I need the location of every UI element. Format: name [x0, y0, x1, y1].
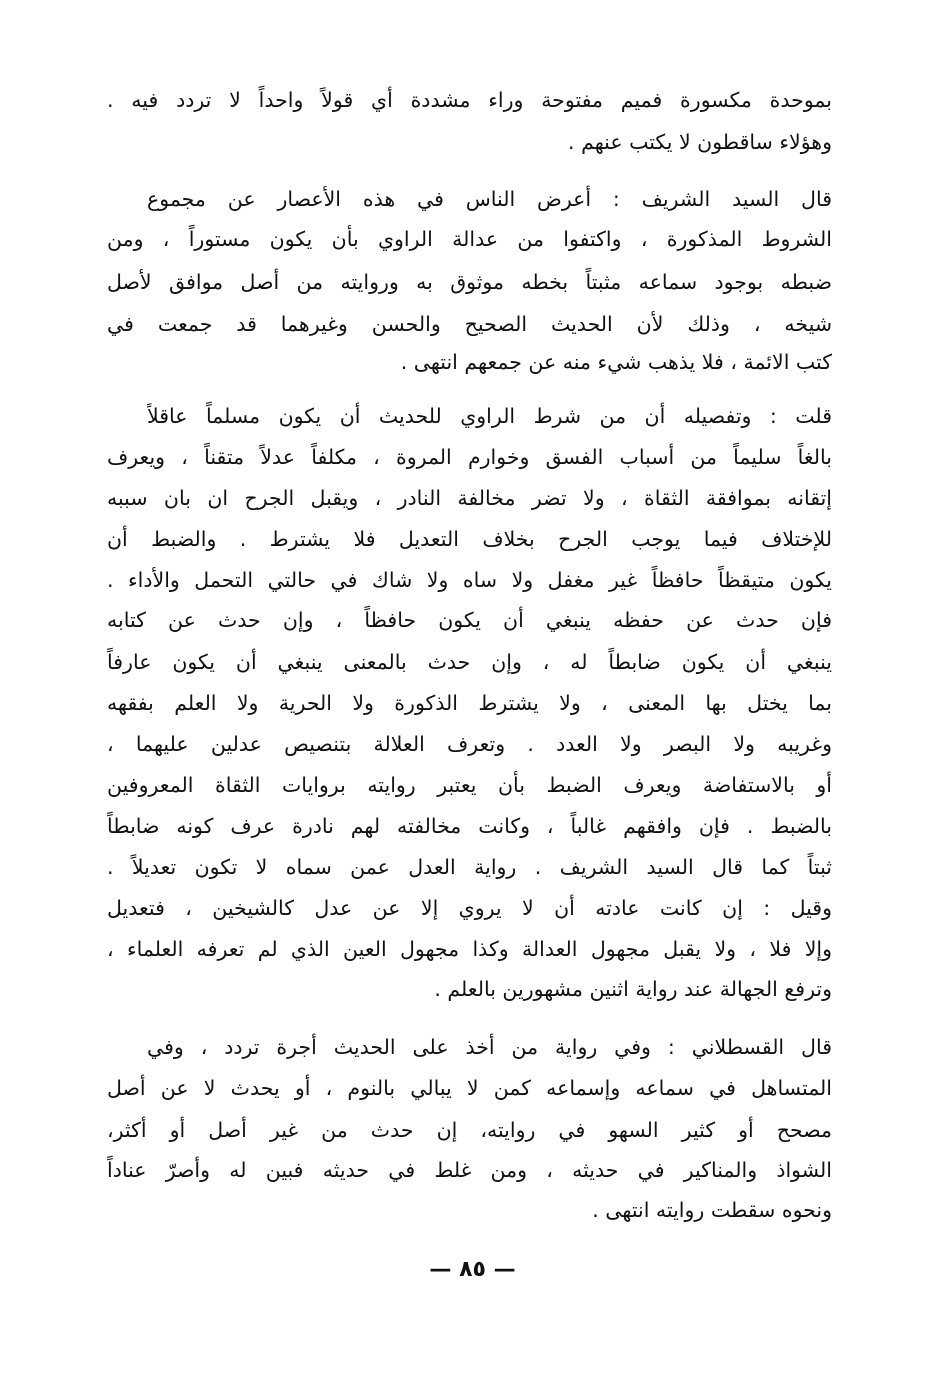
text-line: إتقانه بموافقة الثقاة ، ولا تضر مخالفة النادر ، ويقبل الجرح ان بان سببه [107, 486, 832, 510]
text-line: أو بالاستفاضة ويعرف الضبط بأن يعتبر روايته بروايات الثقاة المعروفين [107, 773, 832, 797]
text-line: وغريبه ولا البصر ولا العدد . وتعرف العلالة بتنصيص عدلين عليهما ، [107, 732, 832, 756]
text-line: بالغاً سليماً من أسباب الفسق وخوارم المروة ، مكلفاً عدلاً متقناً ، ويعرف [107, 445, 832, 469]
text-line: وترفع الجهالة عند رواية اثنين مشهورين بالعلم . [434, 977, 832, 1001]
text-line: الشروط المذكورة ، واكتفوا من عدالة الراوي بأن يكون مستوراً ، ومن [107, 227, 832, 251]
text-line: فإن حدث عن حفظه ينبغي أن يكون حافظاً ، وإن حدث عن كتابه [107, 608, 832, 632]
text-line: ونحوه سقطت روايته انتهى . [592, 1198, 832, 1222]
text-line: شيخه ، وذلك لأن الحديث الصحيح والحسن وغيرهما قد جمعت في [107, 312, 832, 336]
text-line: بالضبط . فإن وافقهم غالباً ، وكانت مخالفته لهم نادرة عرف كونه ضابطاً [107, 814, 832, 838]
text-line: بموحدة مكسورة فميم مفتوحة وراء مشددة أي قولاً واحداً لا تردد فيه . [107, 88, 832, 112]
text-line: كتب الائمة ، فلا يذهب شيء منه عن جمعهم انتهى . [400, 350, 832, 374]
text-line: مصحح أو كثير السهو في روايته، إن حدث من غير أصل أو أكثر، [107, 1118, 832, 1142]
text-line: وقيل : إن كانت عادته أن لا يروي إلا عن عدل كالشيخين ، فتعديل [107, 896, 832, 920]
text-line: المتساهل في سماعه وإسماعه كمن لا يبالي بالنوم ، أو يحدث لا عن أصل [107, 1076, 832, 1100]
text-line: قال السيد الشريف : أعرض الناس في هذه الأعصار عن مجموع [147, 187, 832, 211]
text-line: وإلا فلا ، ولا يقبل مجهول العدالة وكذا مجهول العين الذي لم تعرفه العلماء ، [107, 937, 832, 961]
page-number: — ٨٥ — [429, 1257, 516, 1282]
text-line: ينبغي أن يكون ضابطاً له ، وإن حدث بالمعنى ينبغي أن يكون عارفاً [107, 650, 832, 674]
text-line: يكون متيقظاً حافظاً غير مغفل ولا ساه ولا شاك في حالتي التحمل والأداء . [107, 568, 832, 592]
text-line: ثبتاً كما قال السيد الشريف . رواية العدل عمن سماه لا تكون تعديلاً . [107, 855, 832, 879]
text-line: وهؤلاء ساقطون لا يكتب عنهم . [568, 130, 832, 154]
text-line: للإختلاف فيما يوجب الجرح بخلاف التعديل فلا يشترط . والضبط أن [107, 527, 832, 551]
text-line: بما يختل بها المعنى ، ولا يشترط الذكورة ولا الحرية ولا العلم بفقهه [107, 691, 832, 715]
text-line: ضبطه بوجود سماعه مثبتاً بخطه موثوق به وروايته من أصل موافق لأصل [107, 270, 832, 294]
text-line: قال القسطلاني : وفي رواية من أخذ على الحديث أجرة تردد ، وفي [147, 1035, 832, 1059]
text-line: الشواذ والمناكير في حديثه ، ومن غلط في حديثه فبين له وأصرّ عناداً [107, 1158, 832, 1182]
text-line: قلت : وتفصيله أن من شرط الراوي للحديث أن يكون مسلماً عاقلاً [147, 404, 832, 428]
